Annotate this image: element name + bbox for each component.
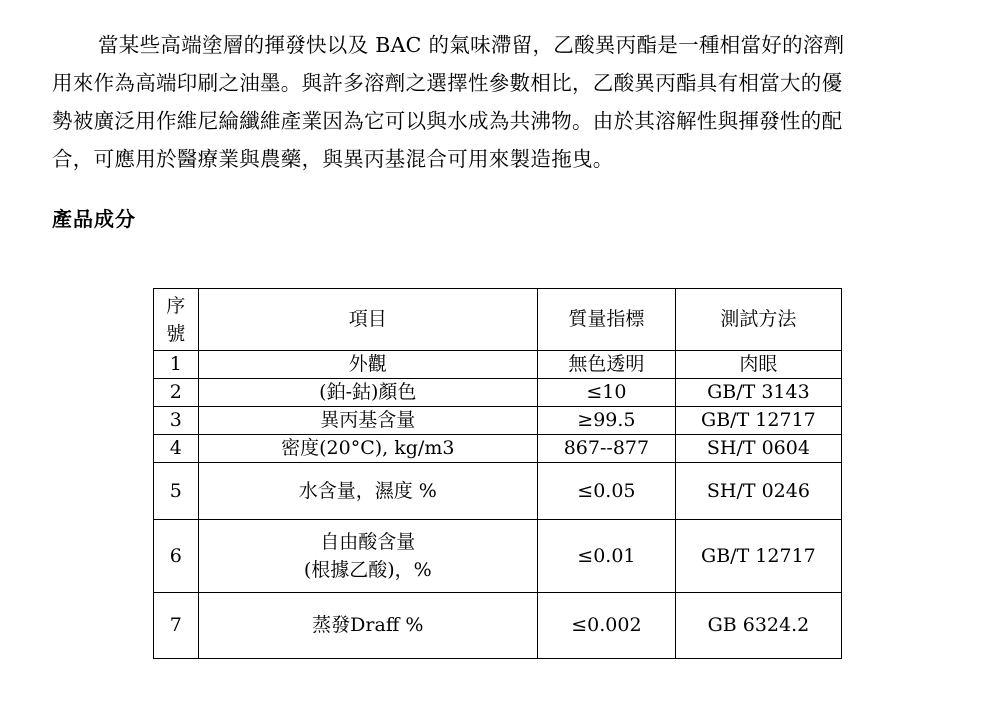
cell-method: GB/T 12717 (675, 520, 841, 593)
intro-paragraph (52, 26, 952, 178)
cell-no: 5 (154, 463, 199, 520)
cell-item (198, 520, 537, 593)
cell-item: 密度(20°C), kg/m3 (198, 435, 537, 463)
cell-method: GB/T 3143 (675, 379, 841, 407)
cell-no: 1 (154, 351, 199, 379)
cell-spec: ≤10 (538, 379, 676, 407)
table-row (154, 520, 842, 593)
header-item: 項目 (198, 289, 537, 351)
header-quality-spec: 質量指標 (538, 289, 676, 351)
cell-item-line: (根據乙酸)，% (303, 559, 432, 581)
table-row (154, 407, 842, 435)
cell-item: 外觀 (198, 351, 537, 379)
cell-item: 水含量，濕度 % (198, 463, 537, 520)
table-row (154, 351, 842, 379)
cell-item: 蒸發Draff % (198, 593, 537, 659)
paragraph-line: 勢被廣泛用作維尼綸纖維產業因為它可以與水成為共沸物。由於其溶解性與揮發性的配 (52, 109, 843, 133)
cell-no: 4 (154, 435, 199, 463)
header-test-method: 測試方法 (675, 289, 841, 351)
cell-spec: 867--877 (538, 435, 676, 463)
cell-spec: 無色透明 (538, 351, 676, 379)
table-row (154, 379, 842, 407)
product-spec-table (153, 288, 842, 659)
cell-item: 異丙基含量 (198, 407, 537, 435)
cell-spec: ≥99.5 (538, 407, 676, 435)
table-header-row (154, 289, 842, 351)
section-title: 產品成分 (52, 207, 136, 231)
paragraph-line: 用來作為高端印刷之油墨。與許多溶劑之選擇性參數相比，乙酸異丙酯具有相當大的優 (52, 71, 843, 95)
table-row (154, 593, 842, 659)
cell-no: 2 (154, 379, 199, 407)
cell-method: SH/T 0604 (675, 435, 841, 463)
cell-spec: ≤0.01 (538, 520, 676, 593)
cell-item: (鉑-鈷)顏色 (198, 379, 537, 407)
cell-no: 6 (154, 520, 199, 593)
cell-spec: ≤0.002 (538, 593, 676, 659)
cell-method: SH/T 0246 (675, 463, 841, 520)
header-serial-number (154, 289, 199, 351)
cell-method: GB/T 12717 (675, 407, 841, 435)
table-row (154, 435, 842, 463)
header-serial-line: 號 (166, 322, 186, 345)
cell-method: 肉眼 (675, 351, 841, 379)
cell-item-line: 自由酸含量 (320, 531, 416, 553)
cell-method: GB 6324.2 (675, 593, 841, 659)
header-serial-line: 序 (166, 294, 186, 317)
table-row (154, 463, 842, 520)
paragraph-line: 合，可應用於醫療業與農藥，與異丙基混合可用來製造拖曳。 (52, 147, 614, 171)
cell-no: 7 (154, 593, 199, 659)
paragraph-line: 當某些高端塗層的揮發快以及 BAC 的氣味滯留，乙酸異丙酯是一種相當好的溶劑 (98, 33, 845, 57)
cell-spec: ≤0.05 (538, 463, 676, 520)
cell-no: 3 (154, 407, 199, 435)
